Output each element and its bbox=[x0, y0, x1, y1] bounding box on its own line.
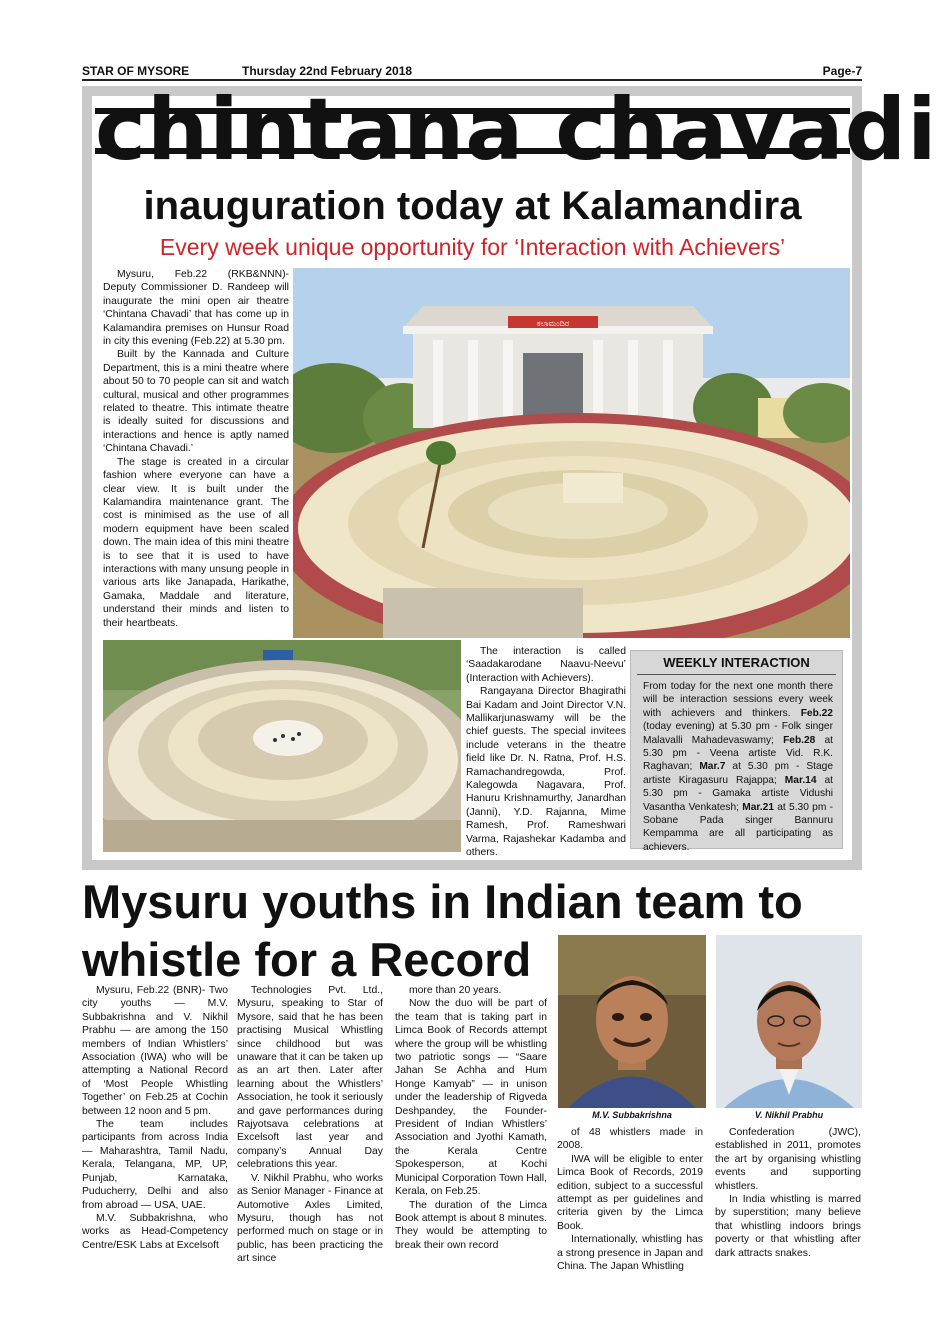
paragraph: Built by the Kannada and Culture Department, this is a mini theatre where about 50 to 70 people can sit and watch cultural, musical and other programmes related to theatre. This intimate theatre is ideally suited for discussions and interactions and hence is aptly named ‘Chintana Chavadi.’ bbox=[103, 349, 289, 455]
paragraph: The duration of the Limca Book attempt is about 8 minutes. They would be attempting to break their own record bbox=[395, 1199, 547, 1251]
weekly-entry: at 5.30 pm - Gamaka artiste Vidushi Vasantha Venkatesh; bbox=[643, 774, 834, 813]
weekly-date: Mar.7 bbox=[699, 761, 726, 773]
circle-stage-illustration bbox=[103, 640, 461, 852]
paragraph: In India whistling is marred by superstition; many believe that whistling indoors brings poverty or that whistling after dark attracts snakes. bbox=[715, 1194, 861, 1259]
amphitheatre-illustration bbox=[293, 268, 850, 638]
weekly-entry: at 5.30 pm - Stage artiste Kiragasuru Rajappa; bbox=[643, 761, 833, 786]
page-number: Page-7 bbox=[822, 64, 862, 78]
weekly-rule bbox=[637, 674, 836, 675]
weekly-intro: From today for the next one month there will be interaction sessions every week with achievers and thinkers. bbox=[643, 681, 833, 719]
portrait-illustration bbox=[558, 935, 706, 1108]
paragraph: The interaction is called ‘Saadakarodane Naavu-Neevu’ (Interaction with Achievers). bbox=[466, 646, 626, 684]
paragraph: Now the duo will be part of the team that is taking part in Limca Book of Records attempt where the group will be whistling two patriotic songs — “Saare Jahan Se Achha and Hum Honge Kamyab” — in unison under the leadership of Rigveda Deshpandey, the Founder-President of Indian Whistlers’ Association and Jyothi Kamath, the Kerala Centre Spokesperson, at Kochi Municipal Corporation Town Hall, Kerala, on Feb.25. bbox=[395, 998, 547, 1198]
amphitheatre-photo bbox=[293, 268, 850, 638]
weekly-title: WEEKLY INTERACTION bbox=[663, 655, 810, 670]
feature-column-2 bbox=[466, 645, 626, 860]
story2-column-3 bbox=[395, 984, 547, 1252]
paragraph: Rangayana Director Bhagirathi Bai Kadam and Joint Director V.N. Mallikarjunaswamy will be the chief guests. The special invitees include veterans in the theatre field like Dr. N. Ratna, Prof. H.S. Ramachandregowda, Prof. Kalegowda Nagavara, Prof. Hanuru Krishnamurthy, Janardhan (Janni), Y.D. Rajanna, Mime Ramesh, Prof. Rameshwari Varma, Rajashekar Kadamba and others. bbox=[466, 686, 626, 859]
paragraph: Mysuru, Feb.22 (BNR)- Two city youths — M.V. Subbakrishna and V. Nikhil Prabhu — are among the 150 members of Indian Whistlers’ Association (IWA) who will be attempting a National Record of ‘Most People Whistling Together’ on Feb.25 at Cochin between 12 noon and 5 pm. bbox=[82, 985, 228, 1117]
paragraph: Mysuru, Feb.22 (RKB&NNN)- Deputy Commissioner D. Randeep will inaugurate the mini open air theatre ‘Chintana Chavadi’ that has come up in Kalamandira premises on Hunsur Road in city this evening (Feb.22) at 5.30 pm. bbox=[103, 269, 289, 348]
feature-headline: inauguration today at Kalamandira bbox=[143, 184, 802, 228]
caption-nikhil: V. Nikhil Prabhu bbox=[754, 1110, 824, 1120]
caption-subbakrishna: M.V. Subbakrishna bbox=[592, 1110, 672, 1120]
paragraph: of 48 whistlers made in 2008. bbox=[557, 1127, 703, 1152]
paragraph: The stage is created in a circular fashion where everyone can have a clear view. It is built under the Kalamandira maintenance grant. The cost is minimised as the use of all modern equipment have been scaled down. The main idea of this mini theatre is to see that it is used to have interactions with many unsung people in various arts like Janapada, Harikathe, Gamaka, Maddale and literature, understand their minds and listen to their heartbeats. bbox=[103, 456, 289, 629]
story2-column-1 bbox=[82, 984, 228, 1252]
weekly-entry: (today evening) at 5.30 pm - Folk singer Malavalli Mahadevaswamy; bbox=[643, 721, 833, 746]
building-sign: ಕಲಾಮಂದಿರ bbox=[536, 319, 570, 328]
paragraph: The team includes participants from across India — Maharashtra, Tamil Nadu, Kerala, Telangana, MP, UP, Punjab, Karnataka, Puducherry, Delhi and also from abroad — USA, UAE. bbox=[82, 1119, 228, 1211]
portrait-photo-nikhil bbox=[716, 935, 862, 1108]
story2-headline-line1: Mysuru youths in Indian team to bbox=[82, 875, 803, 928]
story2-column-5 bbox=[715, 1126, 861, 1260]
story2-column-2 bbox=[237, 984, 383, 1266]
paragraph: M.V. Subbakrishna, who works as Head-Competency Centre/ESK Labs at Excelsoft bbox=[82, 1212, 228, 1251]
issue-date: Thursday 22nd February 2018 bbox=[242, 64, 413, 78]
weekly-date: Mar.21 bbox=[742, 801, 774, 813]
brand-title bbox=[95, 80, 938, 180]
weekly-body bbox=[643, 680, 833, 854]
feature-subhead: Every week unique opportunity for ‘Interaction with Achievers’ bbox=[159, 234, 786, 260]
weekly-date: Mar.14 bbox=[784, 774, 817, 786]
portrait-photo-subbakrishna bbox=[558, 935, 706, 1108]
weekly-interaction-box bbox=[630, 650, 843, 853]
paragraph: V. Nikhil Prabhu, who works as Senior Manager - Finance at Automotive Axles Limited, Mysuru, though has not performed much on stage or in public, has been practicing the art since bbox=[237, 1172, 383, 1265]
paragraph: Technologies Pvt. Ltd., Mysuru, speaking to Star of Mysore, said that he has been practising Musical Whistling since childhood but was unaware that it can be taken up as an art then. Later after learning about the Whistlers’ Association, he took it seriously and gave performances during Rajyotsava celebrations at Excelsoft last year and company’s Annual Day celebrations this year. bbox=[237, 985, 383, 1171]
weekly-entry: at 5.30 pm - Sobane Pada singer Bannuru Kempamma are all participating as achievers. bbox=[643, 801, 833, 853]
weekly-date: Feb.22 bbox=[800, 707, 833, 719]
brand-title-text: chintana chavadi bbox=[95, 80, 938, 180]
portrait-illustration bbox=[716, 935, 862, 1108]
weekly-date: Feb.28 bbox=[783, 734, 816, 746]
story2-headline-line2: whistle for a Record bbox=[82, 933, 532, 986]
paragraph: Confederation (JWC), established in 2011, promotes the art by organising whistling events and supporting whistlers. bbox=[715, 1127, 861, 1192]
weekly-entry: at 5.30 pm - Veena artiste Vid. R.K. Raghavan; bbox=[643, 734, 833, 773]
paragraph: Internationally, whistling has a strong presence in Japan and China. The Japan Whistling bbox=[557, 1234, 703, 1273]
paragraph: more than 20 years. bbox=[409, 985, 502, 996]
paragraph: IWA will be eligible to enter Limca Book of Records, 2019 edition, subject to a successful attempt as per guidelines and criteria given by the Limca Book. bbox=[557, 1153, 703, 1232]
story2-column-4 bbox=[557, 1126, 703, 1273]
feature-column-1 bbox=[103, 268, 289, 630]
masthead bbox=[82, 62, 862, 80]
circle-stage-photo bbox=[103, 640, 461, 852]
paper-name: STAR OF MYSORE bbox=[82, 64, 190, 78]
